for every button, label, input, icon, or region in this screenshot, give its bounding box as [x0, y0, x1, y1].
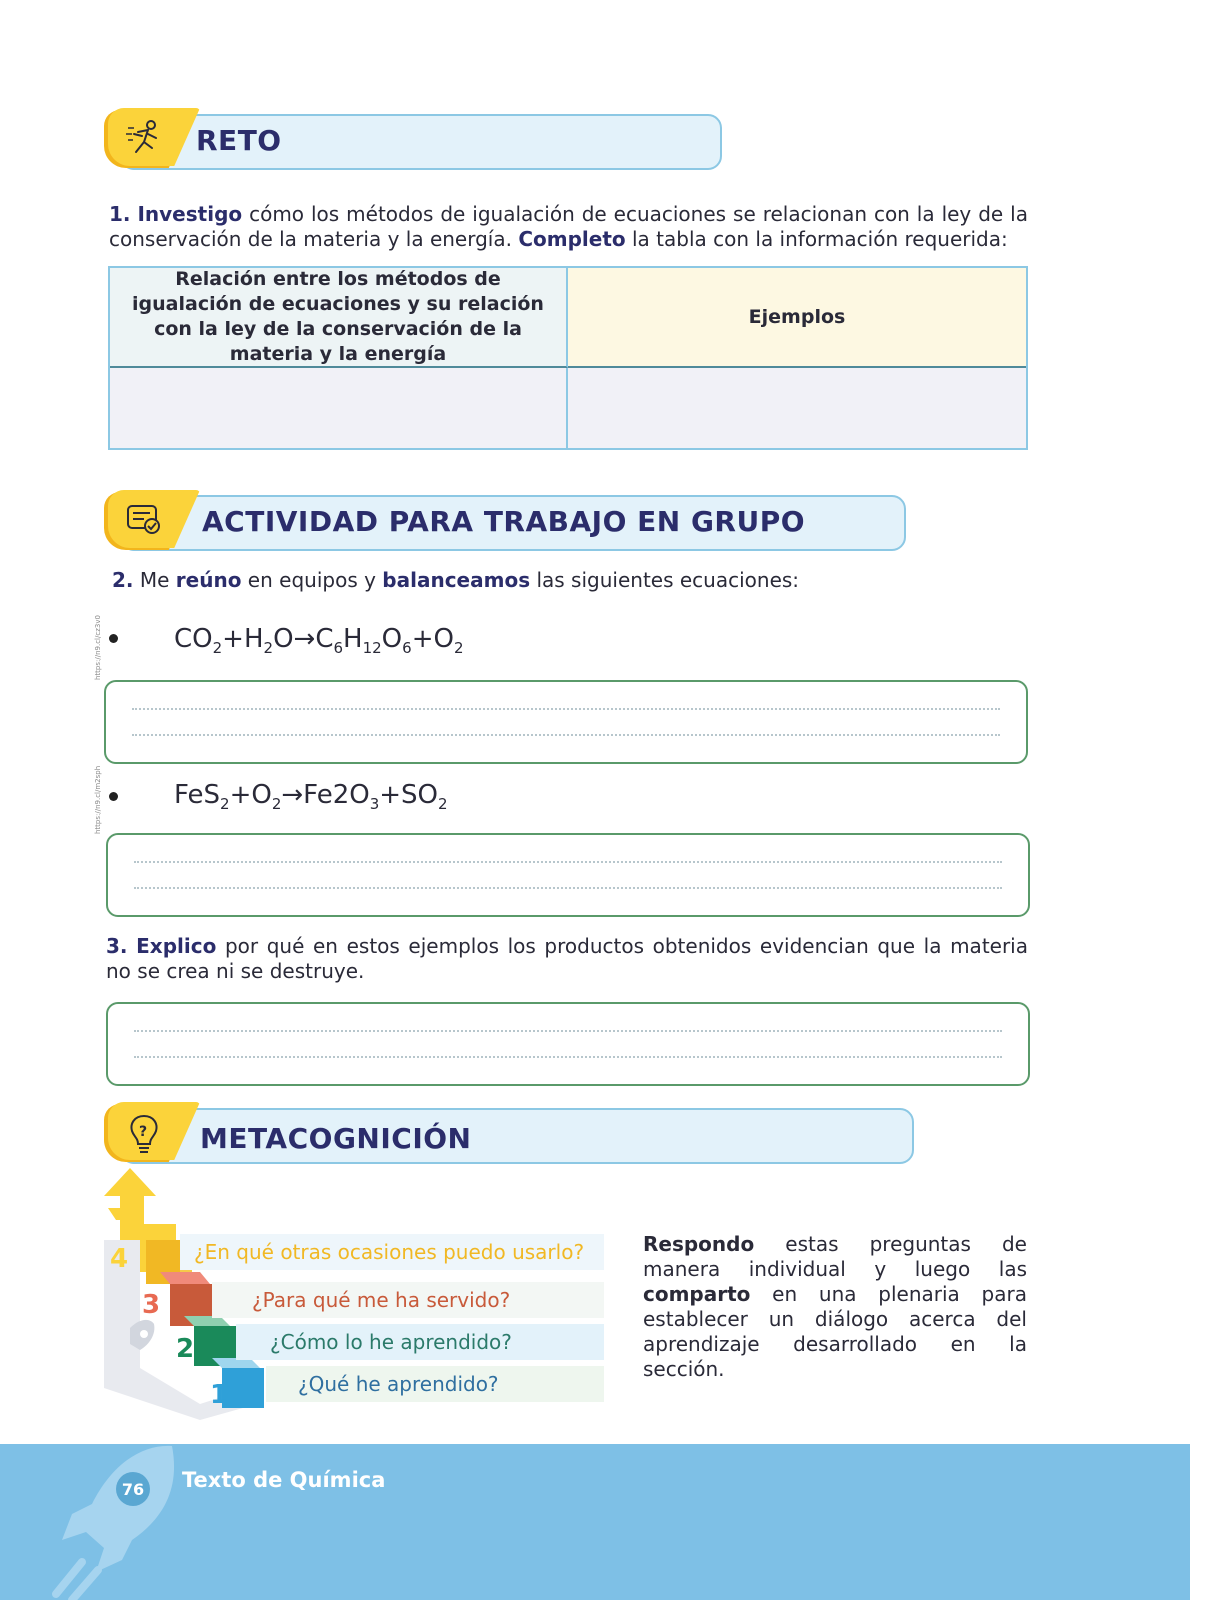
- question-row-1: [266, 1366, 604, 1402]
- answer-line: [134, 887, 1002, 889]
- meta-text-1: estas preguntas de manera individual y luego las: [643, 1232, 1027, 1281]
- item-number-2: 2.: [112, 568, 134, 592]
- answer-box-eq2[interactable]: [106, 833, 1030, 917]
- explico-text: por qué en estos ejemplos los productos obtenidos evidencian que la materia no se crea ni se destruye.: [106, 934, 1028, 983]
- answer-line: [134, 1056, 1002, 1058]
- qr-link-1[interactable]: https://n9.cl/cz3v0: [94, 615, 102, 680]
- item-number-3: 3.: [106, 934, 128, 958]
- rocket-watermark-icon: [52, 1444, 182, 1600]
- question-3: ¿Para qué me ha servido?: [252, 1288, 511, 1312]
- answer-box-explico[interactable]: [106, 1002, 1030, 1086]
- answer-line: [132, 734, 1000, 736]
- grupo-text-2: en equipos y: [241, 568, 383, 592]
- grupo-verb-reuno: reúno: [175, 568, 242, 592]
- svg-text:?: ?: [139, 1124, 148, 1140]
- lightbulb-icon: [124, 1112, 164, 1156]
- item-number-1: 1.: [109, 202, 131, 226]
- answer-line: [134, 861, 1002, 863]
- grupo-verb-balanceamos: balanceamos: [382, 568, 531, 592]
- step-number-3: 3: [142, 1290, 161, 1320]
- running-person-icon: [124, 118, 164, 158]
- bullet-eq1: [109, 634, 118, 643]
- question-4: ¿En qué otras ocasiones puedo usarlo?: [194, 1240, 585, 1264]
- reto-text-2: la tabla con la información requerida:: [625, 227, 1008, 251]
- explico-instruction: [106, 934, 1028, 984]
- grupo-text-3: las siguientes ecuaciones:: [530, 568, 800, 592]
- page-number: 76: [116, 1472, 150, 1506]
- bullet-eq2: [109, 792, 118, 801]
- grupo-title: ACTIVIDAD PARA TRABAJO EN GRUPO: [202, 505, 806, 538]
- explico-verb: Explico: [136, 934, 217, 958]
- checklist-icon: [124, 500, 164, 540]
- meta-instruction: [643, 1232, 1027, 1382]
- question-1: ¿Qué he aprendido?: [298, 1372, 499, 1396]
- qr-link-2[interactable]: https://n9.cl/m2sph: [94, 765, 102, 834]
- book-title: Texto de Química: [182, 1468, 386, 1492]
- question-row-2: [236, 1324, 604, 1360]
- question-row-3: [212, 1282, 604, 1318]
- meta-verb-respondo: Respondo: [643, 1232, 755, 1256]
- meta-title: METACOGNICIÓN: [200, 1122, 472, 1155]
- answer-box-eq1[interactable]: [104, 680, 1028, 764]
- grupo-text-1: Me: [133, 568, 176, 592]
- reto-verb-completo: Completo: [518, 227, 626, 251]
- reto-verb-investigo: Investigo: [137, 202, 243, 226]
- question-row-4: [180, 1234, 604, 1270]
- step-number-2: 2: [176, 1334, 195, 1364]
- question-2: ¿Cómo lo he aprendido?: [270, 1330, 512, 1354]
- reto-table: [108, 266, 1028, 450]
- step-number-1: 1: [210, 1380, 229, 1410]
- table-cell-relacion[interactable]: [110, 368, 568, 448]
- reto-text-1: cómo los métodos de igualación de ecuaciones se relacionan con la ley de la conservación de la materia y la energía.: [109, 202, 1028, 251]
- step-number-4: 4: [110, 1244, 129, 1274]
- equation-1: $CO_2+H_2O\to C_6H_{12}O_6+O_2$: [174, 624, 464, 658]
- reto-title: RETO: [196, 124, 282, 157]
- reto-instruction: [109, 202, 1028, 252]
- table-cell-ejemplos[interactable]: [568, 368, 1026, 448]
- answer-line: [132, 708, 1000, 710]
- table-header-ejemplos: Ejemplos: [568, 268, 1026, 368]
- equation-2: $FeS_2+O_2\to Fe2O_3+SO_2$: [174, 780, 448, 814]
- meta-text-2: en una plenaria para establecer un diálogo acerca del aprendizaje desarrollado en la sección.: [643, 1282, 1027, 1381]
- answer-line: [134, 1030, 1002, 1032]
- meta-verb-comparto: comparto: [643, 1282, 751, 1306]
- table-header-relacion: Relación entre los métodos de igualación de ecuaciones y su relación con la ley de la conservación de la materia y la energía: [110, 268, 568, 368]
- grupo-instruction: [112, 568, 1012, 593]
